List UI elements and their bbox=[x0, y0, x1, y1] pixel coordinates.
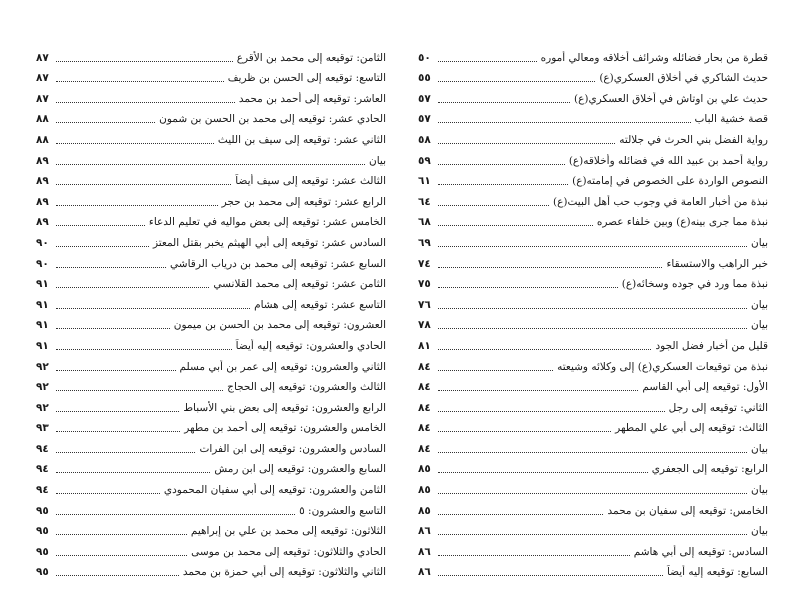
toc-entry bbox=[418, 559, 768, 580]
toc-leader-dots bbox=[438, 122, 691, 123]
toc-entry bbox=[418, 312, 768, 333]
toc-entry-page-number: ٨٤ bbox=[418, 360, 431, 373]
toc-entry bbox=[418, 353, 768, 374]
toc-entry-page-number: ٨٩ bbox=[36, 154, 49, 167]
toc-entry-title: الرابع: توقيعه إلى الجعفري bbox=[651, 463, 768, 476]
toc-entry bbox=[36, 497, 386, 518]
toc-entry-title: نبذة مما ورد في جوده وسخائه(ع) bbox=[621, 278, 768, 291]
toc-entry bbox=[418, 229, 768, 250]
toc-entry-page-number: ٩٠ bbox=[36, 236, 49, 249]
toc-entry-title: قصة خشية الباب bbox=[694, 113, 768, 126]
toc-entry-page-number: ٨٤ bbox=[418, 401, 431, 414]
toc-entry-title: الحادي والثلاثون: توقيعه إلى محمد بن موسى bbox=[191, 545, 386, 558]
toc-entry-page-number: ٨٧ bbox=[36, 92, 49, 105]
toc-entry-page-number: ٧٨ bbox=[418, 319, 431, 332]
toc-entry bbox=[36, 106, 386, 127]
toc-entry bbox=[418, 518, 768, 539]
toc-leader-dots bbox=[438, 514, 603, 515]
toc-entry-title: الثاني والعشرون: توقيعه إلى عمر بن أبي مسلم bbox=[179, 360, 386, 373]
toc-entry bbox=[36, 229, 386, 250]
toc-entry-page-number: ٩٠ bbox=[36, 257, 49, 270]
toc-entry bbox=[36, 394, 386, 415]
toc-entry bbox=[418, 456, 768, 477]
toc-entry-title: قليل من أخبار فضل الجود bbox=[655, 339, 768, 352]
toc-leader-dots bbox=[56, 267, 166, 268]
toc-leader-dots bbox=[56, 575, 179, 576]
toc-entry bbox=[36, 312, 386, 333]
toc-leader-dots bbox=[56, 143, 214, 144]
toc-entry bbox=[36, 250, 386, 271]
toc-entry-page-number: ٩١ bbox=[36, 339, 49, 352]
toc-entry-page-number: ٩٢ bbox=[36, 381, 49, 394]
toc-entry-title: الرابع والعشرون: توقيعه إلى بعض بني الأسباط bbox=[183, 401, 386, 414]
toc-leader-dots bbox=[438, 205, 549, 206]
toc-entry bbox=[36, 147, 386, 168]
toc-leader-dots bbox=[56, 184, 231, 185]
toc-leader-dots bbox=[56, 205, 218, 206]
toc-leader-dots bbox=[56, 61, 233, 62]
toc-entry bbox=[36, 435, 386, 456]
toc-entry-page-number: ٨٤ bbox=[418, 381, 431, 394]
toc-entry bbox=[36, 476, 386, 497]
toc-entry-page-number: ٨٥ bbox=[418, 504, 431, 517]
toc-entry-title: حديث علي بن اوتاش في أخلاق العسكري(ع) bbox=[573, 92, 768, 105]
toc-leader-dots bbox=[438, 411, 665, 412]
toc-leader-dots bbox=[56, 328, 170, 329]
toc-entry-page-number: ٩١ bbox=[36, 298, 49, 311]
right-page-toc bbox=[418, 44, 768, 579]
toc-entry-title: الثامن: توقيعه إلى محمد بن الأقرع bbox=[236, 51, 386, 64]
toc-entry-page-number: ٧٤ bbox=[418, 257, 431, 270]
toc-leader-dots bbox=[438, 164, 565, 165]
toc-entry-title: بيان bbox=[750, 525, 768, 538]
toc-entry-title: الثامن عشر: توقيعه إلى محمد القلانسي bbox=[213, 278, 386, 291]
toc-entry bbox=[418, 497, 768, 518]
toc-entry-title: التاسع: توقيعه إلى الحسن بن ظريف bbox=[227, 72, 386, 85]
toc-entry-title: بيان bbox=[750, 319, 768, 332]
toc-entry bbox=[418, 168, 768, 189]
toc-leader-dots bbox=[438, 267, 662, 268]
toc-leader-dots bbox=[438, 555, 630, 556]
toc-leader-dots bbox=[56, 349, 232, 350]
toc-entry-title: بيان bbox=[368, 154, 386, 167]
toc-entry-title: الثاني عشر: توقيعه إلى سيف بن الليث bbox=[217, 133, 386, 146]
toc-entry bbox=[418, 271, 768, 292]
toc-entry-page-number: ٨٦ bbox=[418, 525, 431, 538]
toc-entry-page-number: ٨٦ bbox=[418, 545, 431, 558]
toc-entry-page-number: ٥٨ bbox=[418, 133, 431, 146]
toc-entry bbox=[418, 250, 768, 271]
toc-entry-title: نبذة مما جرى بينه(ع) وبين خلفاء عصره bbox=[596, 216, 768, 229]
toc-entry-page-number: ٥٠ bbox=[418, 51, 431, 64]
toc-entry-title: الأول: توقيعه إلى أبي القاسم bbox=[642, 381, 768, 394]
toc-entry-page-number: ٨٧ bbox=[36, 72, 49, 85]
toc-leader-dots bbox=[438, 472, 648, 473]
toc-entry-page-number: ٥٥ bbox=[418, 72, 431, 85]
toc-entry bbox=[36, 518, 386, 539]
toc-entry bbox=[36, 291, 386, 312]
toc-entry-title: بيان bbox=[750, 484, 768, 497]
toc-leader-dots bbox=[56, 431, 180, 432]
toc-leader-dots bbox=[438, 102, 570, 103]
toc-entry-title: العشرون: توقيعه إلى محمد بن الحسن بن ميمون bbox=[173, 319, 386, 332]
toc-entry bbox=[418, 476, 768, 497]
toc-leader-dots bbox=[438, 287, 618, 288]
toc-entry bbox=[36, 559, 386, 580]
toc-entry bbox=[418, 291, 768, 312]
toc-entry-page-number: ٨٩ bbox=[36, 195, 49, 208]
toc-entry-page-number: ٩٢ bbox=[36, 360, 49, 373]
toc-leader-dots bbox=[438, 143, 615, 144]
toc-entry bbox=[418, 374, 768, 395]
toc-entry bbox=[418, 85, 768, 106]
toc-leader-dots bbox=[438, 246, 747, 247]
toc-entry bbox=[36, 44, 386, 65]
toc-entry-title: رواية الفضل بني الحرث في جلالته bbox=[619, 133, 768, 146]
toc-entry-title: الخامس والعشرون: توقيعه إلى أحمد بن مطهر bbox=[184, 422, 386, 435]
toc-entry bbox=[36, 209, 386, 230]
toc-leader-dots bbox=[56, 102, 235, 103]
toc-entry bbox=[418, 209, 768, 230]
toc-entry bbox=[36, 188, 386, 209]
toc-entry bbox=[418, 147, 768, 168]
toc-leader-dots bbox=[56, 534, 187, 535]
toc-entry-page-number: ٦٩ bbox=[418, 236, 431, 249]
toc-leader-dots bbox=[438, 534, 747, 535]
toc-leader-dots bbox=[56, 225, 145, 226]
toc-leader-dots bbox=[438, 184, 568, 185]
toc-entry-page-number: ٧٦ bbox=[418, 298, 431, 311]
toc-entry bbox=[36, 374, 386, 395]
toc-entry-title: بيان bbox=[750, 298, 768, 311]
toc-leader-dots bbox=[56, 246, 149, 247]
toc-entry-page-number: ٩١ bbox=[36, 278, 49, 291]
toc-entry bbox=[418, 106, 768, 127]
toc-entry-title: خبر الراهب والاستسقاء bbox=[666, 257, 768, 270]
toc-leader-dots bbox=[438, 452, 747, 453]
toc-leader-dots bbox=[438, 225, 593, 226]
toc-entry-page-number: ٦٨ bbox=[418, 216, 431, 229]
toc-entry bbox=[36, 456, 386, 477]
toc-entry-page-number: ٩٣ bbox=[36, 422, 49, 435]
toc-leader-dots bbox=[56, 308, 250, 309]
toc-entry-title: رواية أحمد بن عبيد الله في فضائله وأخلاقه(ع) bbox=[568, 154, 768, 167]
toc-entry-title: الثامن والعشرون: توقيعه إلى أبي سفيان المحمودي bbox=[163, 484, 386, 497]
toc-entry-title: السابع عشر: توقيعه إلى محمد بن درياب الرقاشي bbox=[170, 257, 386, 270]
toc-entry bbox=[36, 271, 386, 292]
toc-entry bbox=[418, 394, 768, 415]
toc-leader-dots bbox=[438, 370, 553, 371]
toc-entry-page-number: ٧٥ bbox=[418, 278, 431, 291]
toc-entry bbox=[418, 188, 768, 209]
toc-entry-page-number: ٨٨ bbox=[36, 113, 49, 126]
toc-entry-title: الثاني: توقيعه إلى رجل bbox=[668, 401, 768, 414]
toc-entry bbox=[418, 65, 768, 86]
toc-entry bbox=[36, 415, 386, 436]
toc-entry-title: الثاني والثلاثون: توقيعه إلى أبي حمزة بن محمد bbox=[182, 566, 386, 579]
toc-leader-dots bbox=[438, 575, 663, 576]
toc-entry-title: نبذة من أخبار العامة في وجوب حب أهل البيت(ع) bbox=[553, 195, 768, 208]
toc-entry-title: التاسع والعشرون: ٥ bbox=[299, 504, 386, 517]
toc-entry bbox=[418, 435, 768, 456]
toc-entry-title: التاسع عشر: توقيعه إلى هشام bbox=[254, 298, 386, 311]
toc-leader-dots bbox=[438, 328, 747, 329]
toc-entry-page-number: ٩٤ bbox=[36, 484, 49, 497]
toc-entry-page-number: ٨٩ bbox=[36, 216, 49, 229]
toc-leader-dots bbox=[56, 81, 224, 82]
toc-entry-page-number: ٨٤ bbox=[418, 422, 431, 435]
toc-entry-title: الثلاثون: توقيعه إلى محمد بن علي بن إبراهيم bbox=[190, 525, 386, 538]
toc-entry bbox=[418, 126, 768, 147]
toc-leader-dots bbox=[438, 493, 747, 494]
toc-leader-dots bbox=[56, 390, 223, 391]
toc-entry-page-number: ٦٤ bbox=[418, 195, 431, 208]
toc-entry bbox=[418, 332, 768, 353]
toc-entry-page-number: ٨٥ bbox=[418, 463, 431, 476]
toc-entry-page-number: ٨٦ bbox=[418, 566, 431, 579]
toc-entry-page-number: ٩٤ bbox=[36, 463, 49, 476]
toc-entry bbox=[418, 415, 768, 436]
toc-leader-dots bbox=[56, 370, 176, 371]
toc-entry-page-number: ٨١ bbox=[418, 339, 431, 352]
toc-entry-page-number: ٥٩ bbox=[418, 154, 431, 167]
toc-entry-page-number: ٩٤ bbox=[36, 442, 49, 455]
toc-leader-dots bbox=[438, 61, 537, 62]
toc-entry-page-number: ٥٧ bbox=[418, 113, 431, 126]
toc-entry-page-number: ٩٥ bbox=[36, 545, 49, 558]
toc-entry-title: بيان bbox=[750, 236, 768, 249]
toc-entry-title: السادس عشر: توقيعه إلى أبي الهيثم يخبر بقتل المعتز bbox=[152, 236, 386, 249]
toc-entry-page-number: ٨٧ bbox=[36, 51, 49, 64]
toc-leader-dots bbox=[56, 164, 365, 165]
toc-entry-title: الثالث: توقيعه إلى أبي علي المطهر bbox=[615, 422, 768, 435]
toc-entry-title: السادس: توقيعه إلى أبي هاشم bbox=[633, 545, 768, 558]
toc-entry-title: نبذة من توقيعات العسكري(ع) إلى وكلائه وشيعته bbox=[557, 360, 768, 373]
toc-entry bbox=[36, 538, 386, 559]
toc-leader-dots bbox=[56, 122, 155, 123]
toc-entry-title: السادس والعشرون: توقيعه إلى ابن الفرات bbox=[199, 442, 386, 455]
toc-entry-page-number: ٨٨ bbox=[36, 133, 49, 146]
toc-entry-title: السابع: توقيعه إليه أيضاً bbox=[666, 566, 768, 579]
toc-entry-title: السابع والعشرون: توقيعه إلى ابن رمش bbox=[214, 463, 386, 476]
toc-entry-page-number: ٨٩ bbox=[36, 175, 49, 188]
toc-entry-page-number: ٩٥ bbox=[36, 525, 49, 538]
toc-entry-title: حديث الشاكري في أخلاق العسكري(ع) bbox=[599, 72, 768, 85]
toc-entry-title: بيان bbox=[750, 442, 768, 455]
toc-entry-title: الخامس عشر: توقيعه إلى بعض مواليه في تعليم الدعاء bbox=[148, 216, 386, 229]
toc-entry bbox=[36, 85, 386, 106]
toc-entry-title: الحادي والعشرون: توقيعه إليه أيضاً bbox=[235, 339, 386, 352]
toc-leader-dots bbox=[438, 349, 651, 350]
toc-leader-dots bbox=[56, 555, 187, 556]
toc-entry bbox=[418, 44, 768, 65]
toc-entry-page-number: ٩٥ bbox=[36, 566, 49, 579]
toc-entry-page-number: ٨٤ bbox=[418, 442, 431, 455]
toc-entry-page-number: ٨٥ bbox=[418, 484, 431, 497]
toc-entry bbox=[36, 126, 386, 147]
toc-leader-dots bbox=[56, 514, 295, 515]
toc-leader-dots bbox=[438, 81, 595, 82]
toc-leader-dots bbox=[56, 287, 209, 288]
toc-entry-page-number: ٥٧ bbox=[418, 92, 431, 105]
toc-leader-dots bbox=[438, 390, 638, 391]
toc-entry bbox=[36, 65, 386, 86]
toc-leader-dots bbox=[56, 493, 160, 494]
toc-entry bbox=[36, 332, 386, 353]
toc-entry-title: الحادي عشر: توقيعه إلى محمد بن الحسن بن شمون bbox=[159, 113, 386, 126]
left-page-toc bbox=[36, 44, 386, 579]
toc-entry-page-number: ٩٥ bbox=[36, 504, 49, 517]
toc-entry-title: الرابع عشر: توقيعه إلى محمد بن حجر bbox=[221, 195, 386, 208]
toc-entry-title: الخامس: توقيعه إلى سفيان بن محمد bbox=[607, 504, 768, 517]
toc-entry bbox=[36, 353, 386, 374]
toc-entry-page-number: ٩٢ bbox=[36, 401, 49, 414]
toc-entry-title: الثالث والعشرون: توقيعه إلى الحجاج bbox=[227, 381, 386, 394]
toc-leader-dots bbox=[56, 411, 179, 412]
toc-entry-page-number: ٩١ bbox=[36, 319, 49, 332]
toc-entry-title: النصوص الواردة على الخصوص في إمامته(ع) bbox=[572, 175, 768, 188]
toc-leader-dots bbox=[56, 452, 195, 453]
toc-entry bbox=[36, 168, 386, 189]
toc-entry-page-number: ٦١ bbox=[418, 175, 431, 188]
toc-entry-title: العاشر: توقيعه إلى أحمد بن محمد bbox=[238, 92, 386, 105]
toc-entry-title: الثالث عشر: توقيعه إلى سيف أيضاً bbox=[235, 175, 386, 188]
toc-leader-dots bbox=[56, 472, 210, 473]
toc-entry bbox=[418, 538, 768, 559]
toc-leader-dots bbox=[438, 308, 747, 309]
toc-leader-dots bbox=[438, 431, 611, 432]
toc-entry-title: قطرة من بحار فضائله وشرائف أخلاقه ومعالي أموره bbox=[540, 51, 768, 64]
